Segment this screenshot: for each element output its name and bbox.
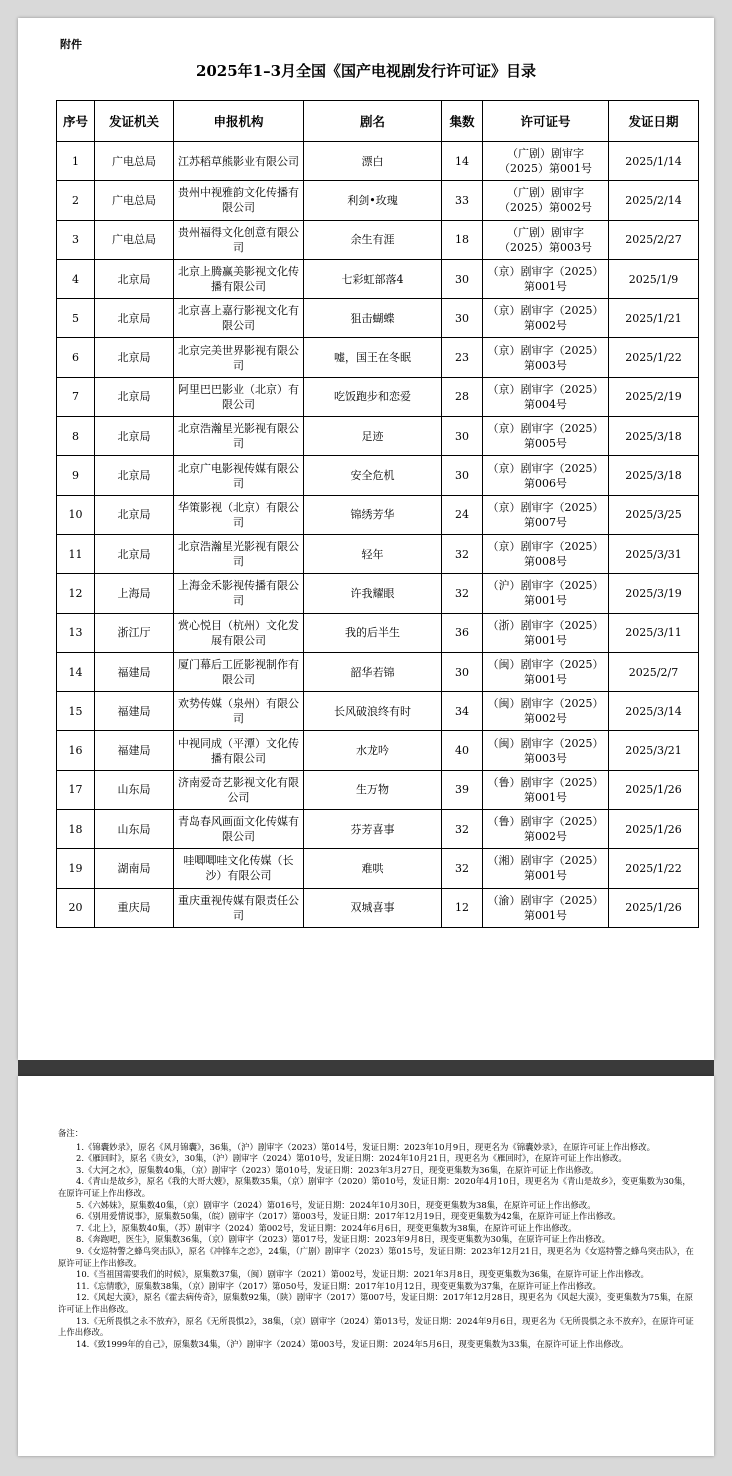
document-title: 2025年1–3月全国《国产电视剧发行许可证》目录 <box>195 62 537 80</box>
cell-episodes: 24 <box>442 495 483 534</box>
cell-issue-date: 2025/1/14 <box>609 142 699 181</box>
cell-number: 12 <box>57 574 95 613</box>
cell-number: 9 <box>57 456 95 495</box>
cell-applicant: 北京完美世界影视有限公司 <box>174 338 304 377</box>
table-row <box>57 692 699 731</box>
document-page-2 <box>18 1076 714 1456</box>
cell-issue-date: 2025/2/14 <box>609 181 699 220</box>
cell-number: 1 <box>57 142 95 181</box>
cell-episodes: 33 <box>442 181 483 220</box>
table-row <box>57 456 699 495</box>
cell-episodes: 32 <box>442 810 483 849</box>
table-row <box>57 534 699 573</box>
note-item: 1.《锦囊妙录》，原名《风月锦囊》，36集，（沪）剧审字（2023）第014号，发证日期：2023年10月9日，现更名为《锦囊妙录》，在原许可证上作出修改。 <box>76 1141 655 1152</box>
cell-issue-date: 2025/3/25 <box>609 495 699 534</box>
cell-number: 19 <box>57 849 95 888</box>
cell-license-number: （鲁）剧审字（2025）第001号 <box>483 770 609 809</box>
cell-authority: 山东局 <box>95 770 174 809</box>
cell-license-number: （闽）剧审字（2025）第001号 <box>483 652 609 691</box>
cell-license-number: （渝）剧审字（2025）第001号 <box>483 888 609 927</box>
table-row <box>57 849 699 888</box>
cell-license-number: （京）剧审字（2025）第004号 <box>483 377 609 416</box>
cell-issue-date: 2025/1/26 <box>609 770 699 809</box>
column-header: 发证机关 <box>95 101 174 142</box>
table-row <box>57 731 699 770</box>
cell-applicant: 中视同成（平潭）文化传播有限公司 <box>174 731 304 770</box>
cell-drama-title: 余生有涯 <box>304 220 442 259</box>
cell-license-number: （京）剧审字（2025）第006号 <box>483 456 609 495</box>
table-row <box>57 299 699 338</box>
cell-number: 2 <box>57 181 95 220</box>
note-item: 2.《雁回时》，原名《贵女》，30集，（沪）剧审字（2024）第010号，发证日期：2024年10月21日，现更名为《雁回时》，在原许可证上作出修改。 <box>76 1153 627 1164</box>
cell-license-number: （京）剧审字（2025）第005号 <box>483 417 609 456</box>
cell-drama-title: 漂白 <box>304 142 442 181</box>
cell-number: 13 <box>57 613 95 652</box>
cell-issue-date: 2025/1/26 <box>609 888 699 927</box>
cell-license-number: （京）剧审字（2025）第008号 <box>483 534 609 573</box>
table-row <box>57 810 699 849</box>
cell-number: 6 <box>57 338 95 377</box>
note-item: 4.《青山是故乡》，原名《我的大哥大嫂》，原集数35集，（京）剧审字（2020）第010号，发证日期：2020年4月10日，现更名为《青山是故乡》，变更集数为30集，在原许可证上作出修改。 <box>58 1176 691 1198</box>
note-item: 14.《致1999年的自己》，原集数34集，（沪）剧审字（2024）第003号，发证日期：2024年5月6日，现变更集数为33集，在原许可证上作出修改。 <box>76 1338 629 1349</box>
cell-license-number: （京）剧审字（2025）第007号 <box>483 495 609 534</box>
cell-issue-date: 2025/2/7 <box>609 652 699 691</box>
cell-issue-date: 2025/2/27 <box>609 220 699 259</box>
cell-episodes: 32 <box>442 574 483 613</box>
column-header: 发证日期 <box>609 101 699 142</box>
cell-episodes: 14 <box>442 142 483 181</box>
cell-number: 15 <box>57 692 95 731</box>
cell-drama-title: 足迹 <box>304 417 442 456</box>
table-row <box>57 652 699 691</box>
cell-number: 18 <box>57 810 95 849</box>
cell-license-number: （鲁）剧审字（2025）第002号 <box>483 810 609 849</box>
cell-authority: 北京局 <box>95 534 174 573</box>
cell-authority: 北京局 <box>95 377 174 416</box>
cell-issue-date: 2025/1/22 <box>609 338 699 377</box>
cell-drama-title: 狙击蝴蝶 <box>304 299 442 338</box>
cell-drama-title: 双城喜事 <box>304 888 442 927</box>
attachment-label: 附件 <box>60 38 82 51</box>
cell-episodes: 40 <box>442 731 483 770</box>
cell-episodes: 30 <box>442 299 483 338</box>
cell-issue-date: 2025/3/14 <box>609 692 699 731</box>
cell-episodes: 32 <box>442 849 483 888</box>
cell-license-number: （广剧）剧审字（2025）第003号 <box>483 220 609 259</box>
cell-license-number: （闽）剧审字（2025）第003号 <box>483 731 609 770</box>
cell-license-number: （京）剧审字（2025）第001号 <box>483 259 609 298</box>
cell-license-number: （浙）剧审字（2025）第001号 <box>483 613 609 652</box>
cell-authority: 北京局 <box>95 495 174 534</box>
notes-list <box>58 1142 698 1351</box>
cell-episodes: 23 <box>442 338 483 377</box>
cell-episodes: 34 <box>442 692 483 731</box>
table-row <box>57 220 699 259</box>
cell-applicant: 济南爱奇艺影视文化有限公司 <box>174 770 304 809</box>
cell-drama-title: 吃饭跑步和恋爱 <box>304 377 442 416</box>
cell-applicant: 贵州中视雅韵文化传播有限公司 <box>174 181 304 220</box>
cell-authority: 广电总局 <box>95 142 174 181</box>
cell-drama-title: 安全危机 <box>304 456 442 495</box>
cell-license-number: （广剧）剧审字（2025）第001号 <box>483 142 609 181</box>
cell-drama-title: 芬芳喜事 <box>304 810 442 849</box>
cell-episodes: 18 <box>442 220 483 259</box>
cell-number: 17 <box>57 770 95 809</box>
cell-authority: 北京局 <box>95 338 174 377</box>
note-item: 12.《风起大漠》，原名《霍去病传奇》，原集数92集，（陕）剧审字（2017）第007号，发证日期：2017年12月28日，现更名为《风起大漠》，变更集数为75集，在原许可证上作出修改。 <box>58 1292 694 1314</box>
cell-authority: 北京局 <box>95 456 174 495</box>
cell-license-number: （闽）剧审字（2025）第002号 <box>483 692 609 731</box>
cell-drama-title: 韶华若锦 <box>304 652 442 691</box>
column-header: 许可证号 <box>483 101 609 142</box>
cell-authority: 福建局 <box>95 652 174 691</box>
cell-episodes: 30 <box>442 652 483 691</box>
cell-episodes: 32 <box>442 534 483 573</box>
cell-authority: 浙江厅 <box>95 613 174 652</box>
cell-applicant: 贵州福得文化创意有限公司 <box>174 220 304 259</box>
cell-drama-title: 我的后半生 <box>304 613 442 652</box>
cell-number: 10 <box>57 495 95 534</box>
table-row <box>57 495 699 534</box>
table-row <box>57 338 699 377</box>
cell-issue-date: 2025/1/22 <box>609 849 699 888</box>
cell-episodes: 39 <box>442 770 483 809</box>
table-row <box>57 377 699 416</box>
cell-issue-date: 2025/3/18 <box>609 456 699 495</box>
note-item: 8.《奔跑吧，医生》，原集数36集，（京）剧审字（2023）第017号，发证日期：2023年9月8日，现变更集数为30集，在原许可证上作出修改。 <box>76 1234 611 1245</box>
cell-license-number: （广剧）剧审字（2025）第002号 <box>483 181 609 220</box>
table-row <box>57 888 699 927</box>
cell-applicant: 厦门幕后工匠影视制作有限公司 <box>174 652 304 691</box>
cell-applicant: 重庆重视传媒有限责任公司 <box>174 888 304 927</box>
cell-applicant: 阿里巴巴影业（北京）有限公司 <box>174 377 304 416</box>
cell-applicant: 江苏稻草熊影业有限公司 <box>174 142 304 181</box>
notes-section <box>58 1128 698 1350</box>
cell-episodes: 28 <box>442 377 483 416</box>
note-item: 13.《无所畏惧之永不放弃》，原名《无所畏惧2》，38集，（京）剧审字（2024）第013号，发证日期：2024年9月6日，现更名为《无所畏惧之永不放弃》，在原许可证上作出修改。 <box>58 1315 694 1338</box>
table-row <box>57 770 699 809</box>
table-row <box>57 259 699 298</box>
cell-number: 14 <box>57 652 95 691</box>
cell-number: 3 <box>57 220 95 259</box>
cell-issue-date: 2025/3/11 <box>609 613 699 652</box>
cell-issue-date: 2025/3/31 <box>609 534 699 573</box>
table-row <box>57 417 699 456</box>
column-header: 集数 <box>442 101 483 142</box>
cell-authority: 湖南局 <box>95 849 174 888</box>
cell-number: 16 <box>57 731 95 770</box>
table-row <box>57 142 699 181</box>
note-item: 7.《北上》，原集数40集，（苏）剧审字（2024）第002号，发证日期：2024年6月6日，现变更集数为38集，在原许可证上作出修改。 <box>76 1222 577 1233</box>
cell-drama-title: 嘘，国王在冬眠 <box>304 338 442 377</box>
cell-episodes: 36 <box>442 613 483 652</box>
cell-drama-title: 轻年 <box>304 534 442 573</box>
note-item: 5.《六姊妹》，原集数40集，（京）剧审字（2024）第016号，发证日期：2024年10月30日，现变更集数为38集，在原许可证上作出修改。 <box>76 1199 596 1210</box>
cell-episodes: 12 <box>442 888 483 927</box>
cell-authority: 广电总局 <box>95 181 174 220</box>
cell-license-number: （沪）剧审字（2025）第001号 <box>483 574 609 613</box>
page-separator <box>18 1060 714 1076</box>
cell-applicant: 欢势传媒（泉州）有限公司 <box>174 692 304 731</box>
cell-drama-title: 锦绣芳华 <box>304 495 442 534</box>
cell-authority: 山东局 <box>95 810 174 849</box>
cell-drama-title: 生万物 <box>304 770 442 809</box>
cell-issue-date: 2025/3/19 <box>609 574 699 613</box>
cell-issue-date: 2025/3/18 <box>609 417 699 456</box>
cell-drama-title: 利剑•玫瑰 <box>304 181 442 220</box>
cell-drama-title: 难哄 <box>304 849 442 888</box>
cell-number: 4 <box>57 259 95 298</box>
table-row <box>57 181 699 220</box>
table-header-row <box>57 101 699 142</box>
cell-applicant: 华策影视（北京）有限公司 <box>174 495 304 534</box>
cell-authority: 广电总局 <box>95 220 174 259</box>
note-item: 11.《忘情歌》，原集数38集，（京）剧审字（2017）第050号，发证日期：2017年10月12日，现变更集数为37集，在原许可证上作出修改。 <box>76 1280 601 1291</box>
note-item: 10.《当祖国需要我们的时候》，原集数37集，（闽）剧审字（2021）第002号，发证日期：2021年3月8日，现变更集数为36集，在原许可证上作出修改。 <box>76 1269 649 1280</box>
cell-license-number: （京）剧审字（2025）第002号 <box>483 299 609 338</box>
cell-authority: 上海局 <box>95 574 174 613</box>
table-row <box>57 574 699 613</box>
cell-applicant: 赏心悦目（杭州）文化发展有限公司 <box>174 613 304 652</box>
cell-episodes: 30 <box>442 417 483 456</box>
cell-authority: 重庆局 <box>95 888 174 927</box>
column-header: 申报机构 <box>174 101 304 142</box>
license-table <box>56 100 699 928</box>
column-header: 序号 <box>57 101 95 142</box>
cell-authority: 北京局 <box>95 417 174 456</box>
note-item: 9.《女巡特警之蜂鸟突击队》，原名《冲锋车之恋》，24集，（广剧）剧审字（2023）第015号，发证日期：2023年12月21日，现更名为《女巡特警之蜂鸟突击队》，在原许可证上作出修改。 <box>58 1245 694 1268</box>
cell-issue-date: 2025/1/21 <box>609 299 699 338</box>
cell-episodes: 30 <box>442 259 483 298</box>
cell-issue-date: 2025/1/9 <box>609 259 699 298</box>
document-page-1 <box>18 18 714 1060</box>
cell-drama-title: 长风破浪终有时 <box>304 692 442 731</box>
notes-heading: 备注： <box>58 1128 84 1138</box>
cell-issue-date: 2025/1/26 <box>609 810 699 849</box>
cell-license-number: （湘）剧审字（2025）第001号 <box>483 849 609 888</box>
cell-drama-title: 许我耀眼 <box>304 574 442 613</box>
cell-authority: 北京局 <box>95 299 174 338</box>
cell-license-number: （京）剧审字（2025）第003号 <box>483 338 609 377</box>
cell-authority: 福建局 <box>95 692 174 731</box>
cell-number: 8 <box>57 417 95 456</box>
cell-number: 7 <box>57 377 95 416</box>
cell-number: 5 <box>57 299 95 338</box>
cell-issue-date: 2025/2/19 <box>609 377 699 416</box>
table-body <box>57 142 699 928</box>
table-row <box>57 613 699 652</box>
cell-episodes: 30 <box>442 456 483 495</box>
cell-applicant: 哇唧唧哇文化传媒（长沙）有限公司 <box>174 849 304 888</box>
cell-authority: 北京局 <box>95 259 174 298</box>
note-item: 3.《大河之水》，原集数40集，（京）剧审字（2023）第010号，发证日期：2023年3月27日，现变更集数为36集，在原许可证上作出修改。 <box>76 1164 599 1175</box>
cell-number: 11 <box>57 534 95 573</box>
column-header: 剧名 <box>304 101 442 142</box>
cell-applicant: 北京浩瀚星光影视有限公司 <box>174 417 304 456</box>
cell-drama-title: 七彩虹部落4 <box>304 259 442 298</box>
cell-applicant: 北京广电影视传媒有限公司 <box>174 456 304 495</box>
cell-authority: 福建局 <box>95 731 174 770</box>
cell-applicant: 北京喜上嘉行影视文化有限公司 <box>174 299 304 338</box>
cell-applicant: 北京上腾赢美影视文化传播有限公司 <box>174 259 304 298</box>
cell-issue-date: 2025/3/21 <box>609 731 699 770</box>
note-item: 6.《别用爱情说事》，原集数50集，（皖）剧审字（2017）第003号，发证日期：2017年12月19日，现变更集数为42集，在原许可证上作出修改。 <box>76 1211 621 1222</box>
cell-applicant: 上海金禾影视传播有限公司 <box>174 574 304 613</box>
cell-applicant: 青岛春风画面文化传媒有限公司 <box>174 810 304 849</box>
cell-applicant: 北京浩瀚星光影视有限公司 <box>174 534 304 573</box>
cell-drama-title: 水龙吟 <box>304 731 442 770</box>
cell-number: 20 <box>57 888 95 927</box>
